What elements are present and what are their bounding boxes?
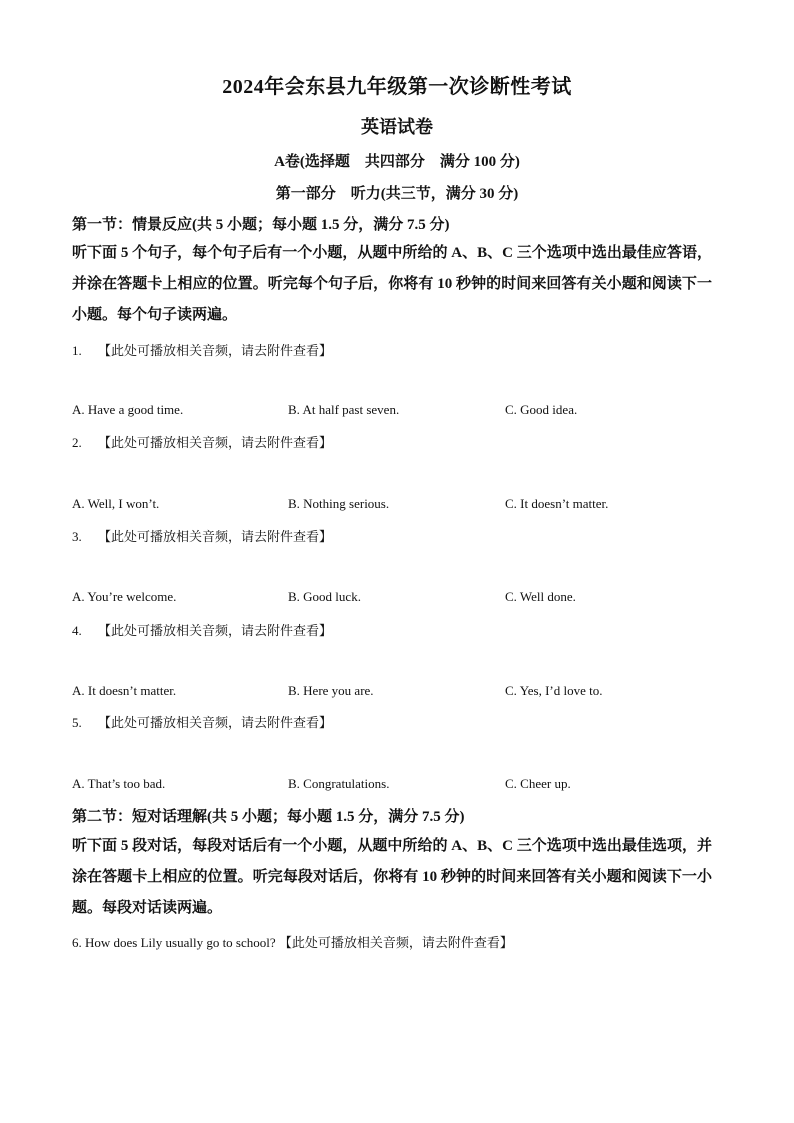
option-c: C. It doesn’t matter. — [505, 496, 609, 511]
option-c: C. Cheer up. — [505, 776, 571, 791]
question-5 — [72, 712, 332, 731]
question-2 — [72, 432, 332, 451]
option-b: B. Nothing serious. — [288, 496, 390, 511]
part-line: 第一部分 听力(共三节，满分 30 分) — [275, 186, 519, 202]
option-b: B. Here you are. — [288, 683, 374, 698]
audio-prompt: 【此处可播放相关音频，请去附件查看】 — [98, 343, 333, 358]
section2-heading: 第二节：短对话理解(共 5 小题；每小题 1.5 分，满分 7.5 分) — [72, 809, 465, 825]
option-a: A. Well, I won’t. — [72, 496, 160, 511]
question-4 — [72, 620, 332, 639]
question-number: 3. — [72, 529, 82, 544]
question-number: 5. — [72, 715, 82, 730]
question-6: 6. How does Lily usually go to school? 【此处可播放相关音频，请去附件查看】 — [72, 935, 513, 950]
volume-line: A卷(选择题 共四部分 满分 100 分) — [274, 154, 520, 170]
section2-instruction: 听下面 5 段对话，每段对话后有一个小题，从题中所给的 A、B、C 三个选项中选出最佳选项，并涂在答题卡上相应的位置。听完每段对话后，你将有 10 秒钟的时间来回答有关小题和阅读下一小题。每段对话读两遍。 — [72, 838, 712, 916]
option-c: C. Well done. — [505, 589, 576, 604]
exam-title: 2024年会东县九年级第一次诊断性考试 — [222, 76, 572, 98]
audio-prompt: 【此处可播放相关音频，请去附件查看】 — [98, 435, 333, 450]
question-number: 1. — [72, 343, 82, 358]
option-a: A. You’re welcome. — [72, 589, 177, 604]
question-3 — [72, 526, 332, 545]
option-b: B. At half past seven. — [288, 402, 400, 417]
option-a: A. Have a good time. — [72, 402, 184, 417]
option-a: A. That’s too bad. — [72, 776, 166, 791]
option-b: B. Congratulations. — [288, 776, 390, 791]
audio-prompt: 【此处可播放相关音频，请去附件查看】 — [98, 715, 333, 730]
option-c: C. Yes, I’d love to. — [505, 683, 603, 698]
question-number: 4. — [72, 623, 82, 638]
section1-instruction: 听下面 5 个句子，每个句子后有一个小题，从题中所给的 A、B、C 三个选项中选出最佳应答语，并涂在答题卡上相应的位置。听完每个句子后，你将有 10 秒钟的时间来回答有关小题和阅读下一小题。每个句子读两遍。 — [72, 245, 712, 323]
option-b: B. Good luck. — [288, 589, 361, 604]
question-number: 2. — [72, 435, 82, 450]
question-1 — [72, 340, 332, 359]
section1-heading: 第一节：情景反应(共 5 小题；每小题 1.5 分，满分 7.5 分) — [72, 217, 450, 233]
audio-prompt: 【此处可播放相关音频，请去附件查看】 — [98, 623, 333, 638]
option-a: A. It doesn’t matter. — [72, 683, 177, 698]
exam-subtitle: 英语试卷 — [361, 117, 433, 137]
audio-prompt: 【此处可播放相关音频，请去附件查看】 — [98, 529, 333, 544]
option-c: C. Good idea. — [505, 402, 578, 417]
